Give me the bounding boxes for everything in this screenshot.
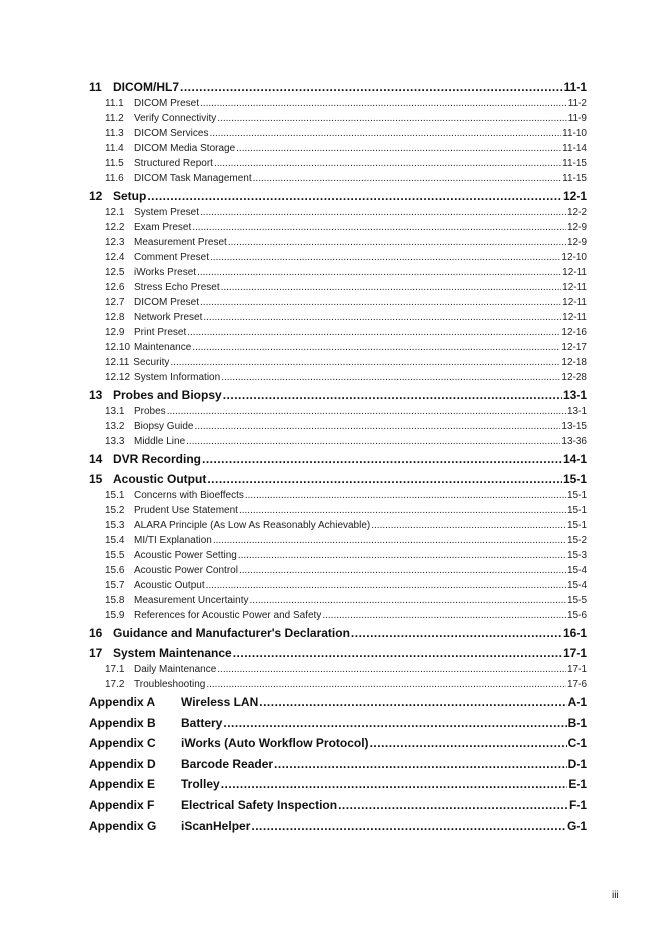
toc-section[interactable] — [89, 96, 587, 111]
entry-number: 15.7 — [105, 580, 125, 591]
dot-leader — [187, 325, 560, 340]
entry-number: Appendix G — [89, 818, 157, 833]
entry-number: Appendix D — [89, 756, 156, 771]
entry-number: 12 — [89, 189, 103, 203]
dot-leader — [250, 593, 566, 608]
entry-page: 17-6 — [566, 679, 587, 690]
entry-number: 13.3 — [105, 436, 125, 447]
entry-page: 12-16 — [561, 327, 587, 338]
entry-title: Trolley — [181, 777, 220, 792]
dot-leader — [192, 340, 560, 355]
toc-section[interactable] — [89, 235, 587, 250]
entry-title: Structured Report — [134, 158, 213, 169]
entry-title: Stress Echo Preset — [134, 282, 220, 293]
dot-leader — [202, 449, 562, 469]
toc-section[interactable] — [89, 355, 587, 370]
entry-title: Biopsy Guide — [134, 421, 194, 432]
dot-leader — [245, 488, 566, 503]
entry-page: 14-1 — [562, 452, 587, 466]
entry-number: 12.8 — [105, 312, 125, 323]
entry-page: 15-1 — [562, 472, 587, 486]
toc-section[interactable] — [89, 220, 587, 235]
dot-leader — [236, 141, 561, 156]
toc-section[interactable] — [89, 593, 587, 608]
toc-section[interactable] — [89, 156, 587, 171]
dot-leader — [217, 662, 566, 677]
entry-page: 12-2 — [566, 207, 587, 218]
dot-leader — [217, 111, 566, 126]
entry-number: 15.2 — [105, 505, 125, 516]
entry-page: F-1 — [569, 797, 587, 812]
entry-page: 12-18 — [561, 357, 587, 368]
dot-leader — [167, 404, 566, 419]
entry-title: Probes and Biopsy — [113, 388, 222, 402]
entry-title: Acoustic Power Setting — [134, 550, 237, 561]
entry-page: 12-1 — [562, 189, 587, 203]
dot-leader — [186, 434, 560, 449]
entry-number: 12.10 — [105, 342, 131, 353]
entry-title: Maintenance — [134, 342, 192, 353]
entry-page: B-1 — [567, 715, 587, 730]
entry-page: 12-11 — [562, 267, 587, 278]
dot-leader — [322, 608, 566, 623]
entry-page: E-1 — [568, 777, 587, 792]
entry-page: D-1 — [567, 756, 587, 771]
toc-section[interactable] — [89, 662, 587, 677]
dot-leader — [239, 503, 566, 518]
dot-leader — [147, 186, 562, 206]
dot-leader — [274, 754, 567, 775]
entry-number: 12.12 — [105, 372, 131, 383]
dot-leader — [251, 816, 566, 837]
dot-leader — [238, 548, 566, 563]
entry-page: 12-10 — [561, 252, 587, 263]
dot-leader — [213, 533, 566, 548]
entry-page: 11-10 — [562, 128, 587, 139]
entry-page: 17-1 — [562, 646, 587, 660]
toc-section[interactable] — [89, 340, 587, 355]
entry-title: Acoustic Power Control — [134, 565, 238, 576]
entry-number: Appendix E — [89, 777, 156, 792]
entry-number: Appendix F — [89, 797, 155, 812]
entry-title: System Information — [134, 372, 221, 383]
entry-page: 15-1 — [566, 520, 587, 531]
dot-leader — [221, 370, 560, 385]
entry-number: 15.4 — [105, 535, 125, 546]
dot-leader — [259, 692, 566, 713]
toc-appendix[interactable] — [89, 733, 587, 754]
entry-number: 16 — [89, 626, 103, 640]
entry-number: Appendix C — [89, 736, 156, 751]
entry-title: Measurement Uncertainty — [134, 595, 249, 606]
dot-leader — [338, 795, 568, 816]
dot-leader — [228, 235, 566, 250]
dot-leader — [223, 713, 566, 734]
entry-title: System Preset — [134, 207, 200, 218]
entry-title: Battery — [181, 715, 223, 730]
entry-number: Appendix B — [89, 715, 156, 730]
entry-title: Barcode Reader — [181, 756, 274, 771]
toc-section[interactable] — [89, 578, 587, 593]
dot-leader — [351, 623, 562, 643]
entry-page: 15-4 — [566, 580, 587, 591]
entry-page: 12-11 — [562, 282, 587, 293]
toc-section[interactable] — [89, 370, 587, 385]
entry-title: Electrical Safety Inspection — [181, 797, 338, 812]
toc-section[interactable] — [89, 325, 587, 340]
toc-section[interactable] — [89, 563, 587, 578]
dot-leader — [197, 265, 561, 280]
dot-leader — [192, 220, 566, 235]
toc-section[interactable] — [89, 533, 587, 548]
entry-page: 15-5 — [566, 595, 587, 606]
dot-leader — [207, 469, 562, 489]
dot-leader — [200, 96, 567, 111]
dot-leader — [206, 578, 566, 593]
toc-appendix[interactable] — [89, 816, 587, 837]
entry-number: 14 — [89, 452, 103, 466]
entry-number: 15.1 — [105, 490, 125, 501]
entry-page: 15-6 — [566, 610, 587, 621]
entry-page: 11-2 — [567, 98, 587, 109]
entry-title: Wireless LAN — [181, 695, 259, 709]
entry-page: 15-4 — [566, 565, 587, 576]
entry-title: References for Acoustic Power and Safety — [134, 610, 322, 621]
dot-leader — [180, 77, 563, 97]
dot-leader — [221, 280, 562, 295]
toc-section[interactable] — [89, 548, 587, 563]
entry-page: A-1 — [567, 695, 587, 709]
entry-page: 13-1 — [566, 406, 587, 417]
entry-page: 12-17 — [561, 342, 587, 353]
entry-number: 11.1 — [105, 98, 124, 109]
entry-number: 12.2 — [105, 222, 125, 233]
dot-leader — [209, 126, 561, 141]
dot-leader — [221, 774, 568, 795]
entry-number: 12.5 — [105, 267, 125, 278]
entry-title: ALARA Principle (As Low As Reasonably Achievable) — [134, 520, 371, 531]
entry-number: 13.2 — [105, 421, 125, 432]
toc-section[interactable] — [89, 171, 587, 186]
toc-section[interactable] — [89, 488, 587, 503]
entry-number: 15.6 — [105, 565, 125, 576]
table-of-contents — [89, 77, 587, 836]
entry-page: 11-15 — [562, 158, 587, 169]
entry-number: 12.4 — [105, 252, 125, 263]
toc-section[interactable] — [89, 280, 587, 295]
entry-number: 15.3 — [105, 520, 125, 531]
entry-number: Appendix A — [89, 695, 156, 709]
toc-section[interactable] — [89, 205, 587, 220]
toc-section[interactable] — [89, 608, 587, 623]
dot-leader — [223, 385, 562, 405]
entry-number: 15.8 — [105, 595, 125, 606]
entry-page: 12-11 — [562, 312, 587, 323]
entry-page: 15-1 — [566, 490, 587, 501]
entry-page: G-1 — [566, 818, 587, 833]
entry-title: DICOM Preset — [134, 297, 200, 308]
dot-leader — [206, 677, 566, 692]
dot-leader — [210, 250, 560, 265]
toc-chapter[interactable] — [89, 623, 587, 643]
toc-section[interactable] — [89, 677, 587, 692]
toc-chapter[interactable] — [89, 643, 587, 663]
toc-section[interactable] — [89, 126, 587, 141]
toc-section[interactable] — [89, 295, 587, 310]
entry-title: Prudent Use Statement — [134, 505, 238, 516]
toc-section[interactable] — [89, 434, 587, 449]
toc-section[interactable] — [89, 404, 587, 419]
dot-leader — [170, 355, 560, 370]
entry-number: 17.1 — [105, 664, 125, 675]
entry-page: C-1 — [567, 736, 587, 751]
toc-section[interactable] — [89, 265, 587, 280]
entry-number: 12.6 — [105, 282, 125, 293]
entry-number: 15 — [89, 472, 103, 486]
toc-appendix[interactable] — [89, 713, 587, 734]
entry-number: 12.11 — [105, 357, 130, 368]
entry-page: 13-15 — [561, 421, 587, 432]
entry-title: DVR Recording — [113, 452, 202, 466]
entry-page: 13-36 — [561, 436, 587, 447]
entry-page: 15-1 — [566, 505, 587, 516]
entry-number: 11.6 — [105, 173, 124, 184]
entry-number: 11 — [89, 80, 102, 94]
entry-page: 11-15 — [562, 173, 587, 184]
entry-number: 17 — [89, 646, 103, 660]
entry-page: 12-11 — [562, 297, 587, 308]
entry-page: 12-9 — [566, 237, 587, 248]
entry-page: 11-9 — [567, 113, 587, 124]
entry-title: DICOM Task Management — [134, 173, 252, 184]
entry-number: 12.9 — [105, 327, 125, 338]
entry-title: iScanHelper — [181, 818, 251, 833]
entry-title: DICOM/HL7 — [113, 80, 179, 94]
toc-chapter[interactable] — [89, 469, 587, 489]
entry-page: 11-1 — [563, 80, 587, 94]
entry-page: 12-28 — [561, 372, 587, 383]
entry-number: 12.7 — [105, 297, 125, 308]
toc-appendix[interactable] — [89, 774, 587, 795]
entry-number: 17.2 — [105, 679, 125, 690]
toc-section[interactable] — [89, 250, 587, 265]
toc-chapter[interactable] — [89, 186, 587, 206]
entry-number: 12.1 — [105, 207, 125, 218]
entry-number: 13.1 — [105, 406, 125, 417]
entry-number: 12.3 — [105, 237, 125, 248]
toc-section[interactable] — [89, 111, 587, 126]
dot-leader — [214, 156, 561, 171]
dot-leader — [371, 518, 566, 533]
toc-section[interactable] — [89, 310, 587, 325]
toc-section[interactable] — [89, 141, 587, 156]
entry-page: 17-1 — [566, 664, 587, 675]
entry-title: System Maintenance — [113, 646, 232, 660]
entry-title: iWorks Preset — [134, 267, 197, 278]
page-number: iii — [612, 890, 619, 901]
entry-title: iWorks (Auto Workflow Protocol) — [181, 736, 369, 751]
dot-leader — [200, 205, 566, 220]
dot-leader — [239, 563, 566, 578]
toc-appendix[interactable] — [89, 795, 587, 816]
entry-title: Troubleshooting — [134, 679, 206, 690]
entry-number: 15.5 — [105, 550, 125, 561]
toc-chapter[interactable] — [89, 385, 587, 405]
entry-number: 11.4 — [105, 143, 124, 154]
toc-section[interactable] — [89, 503, 587, 518]
dot-leader — [233, 643, 562, 663]
entry-number: 11.5 — [105, 158, 124, 169]
dot-leader — [253, 171, 562, 186]
entry-title: Comment Preset — [134, 252, 210, 263]
entry-number: 15.9 — [105, 610, 125, 621]
entry-page: 13-1 — [562, 388, 587, 402]
dot-leader — [203, 310, 561, 325]
entry-page: 16-1 — [562, 626, 587, 640]
entry-number: 13 — [89, 388, 103, 402]
entry-title: Acoustic Output — [134, 580, 205, 591]
dot-leader — [200, 295, 561, 310]
entry-page: 11-14 — [562, 143, 587, 154]
entry-number: 11.3 — [105, 128, 124, 139]
entry-title: Security — [133, 357, 170, 368]
dot-leader — [194, 419, 560, 434]
entry-page: 12-9 — [566, 222, 587, 233]
entry-title: Probes — [134, 406, 166, 417]
entry-title: Exam Preset — [134, 222, 192, 233]
entry-title: Measurement Preset — [134, 237, 227, 248]
entry-title: Guidance and Manufacturer's Declaration — [113, 626, 350, 640]
toc-appendix[interactable] — [89, 692, 587, 713]
entry-title: DICOM Services — [134, 128, 209, 139]
entry-title: MI/TI Explanation — [134, 535, 212, 546]
entry-title: Daily Maintenance — [134, 664, 217, 675]
entry-title: Verify Connectivity — [134, 113, 217, 124]
entry-page: 15-2 — [566, 535, 587, 546]
entry-title: Acoustic Output — [113, 472, 207, 486]
toc-chapter[interactable] — [89, 449, 587, 469]
toc-chapter[interactable] — [89, 77, 587, 97]
dot-leader — [370, 733, 567, 754]
entry-title: DICOM Preset — [134, 98, 200, 109]
toc-section[interactable] — [89, 419, 587, 434]
toc-appendix[interactable] — [89, 754, 587, 775]
toc-section[interactable] — [89, 518, 587, 533]
entry-page: 15-3 — [566, 550, 587, 561]
entry-title: Network Preset — [134, 312, 203, 323]
entry-title: DICOM Media Storage — [134, 143, 236, 154]
entry-title: Setup — [113, 189, 147, 203]
entry-title: Concerns with Bioeffects — [134, 490, 244, 501]
entry-title: Middle Line — [134, 436, 186, 447]
entry-number: 11.2 — [105, 113, 124, 124]
entry-title: Print Preset — [134, 327, 187, 338]
